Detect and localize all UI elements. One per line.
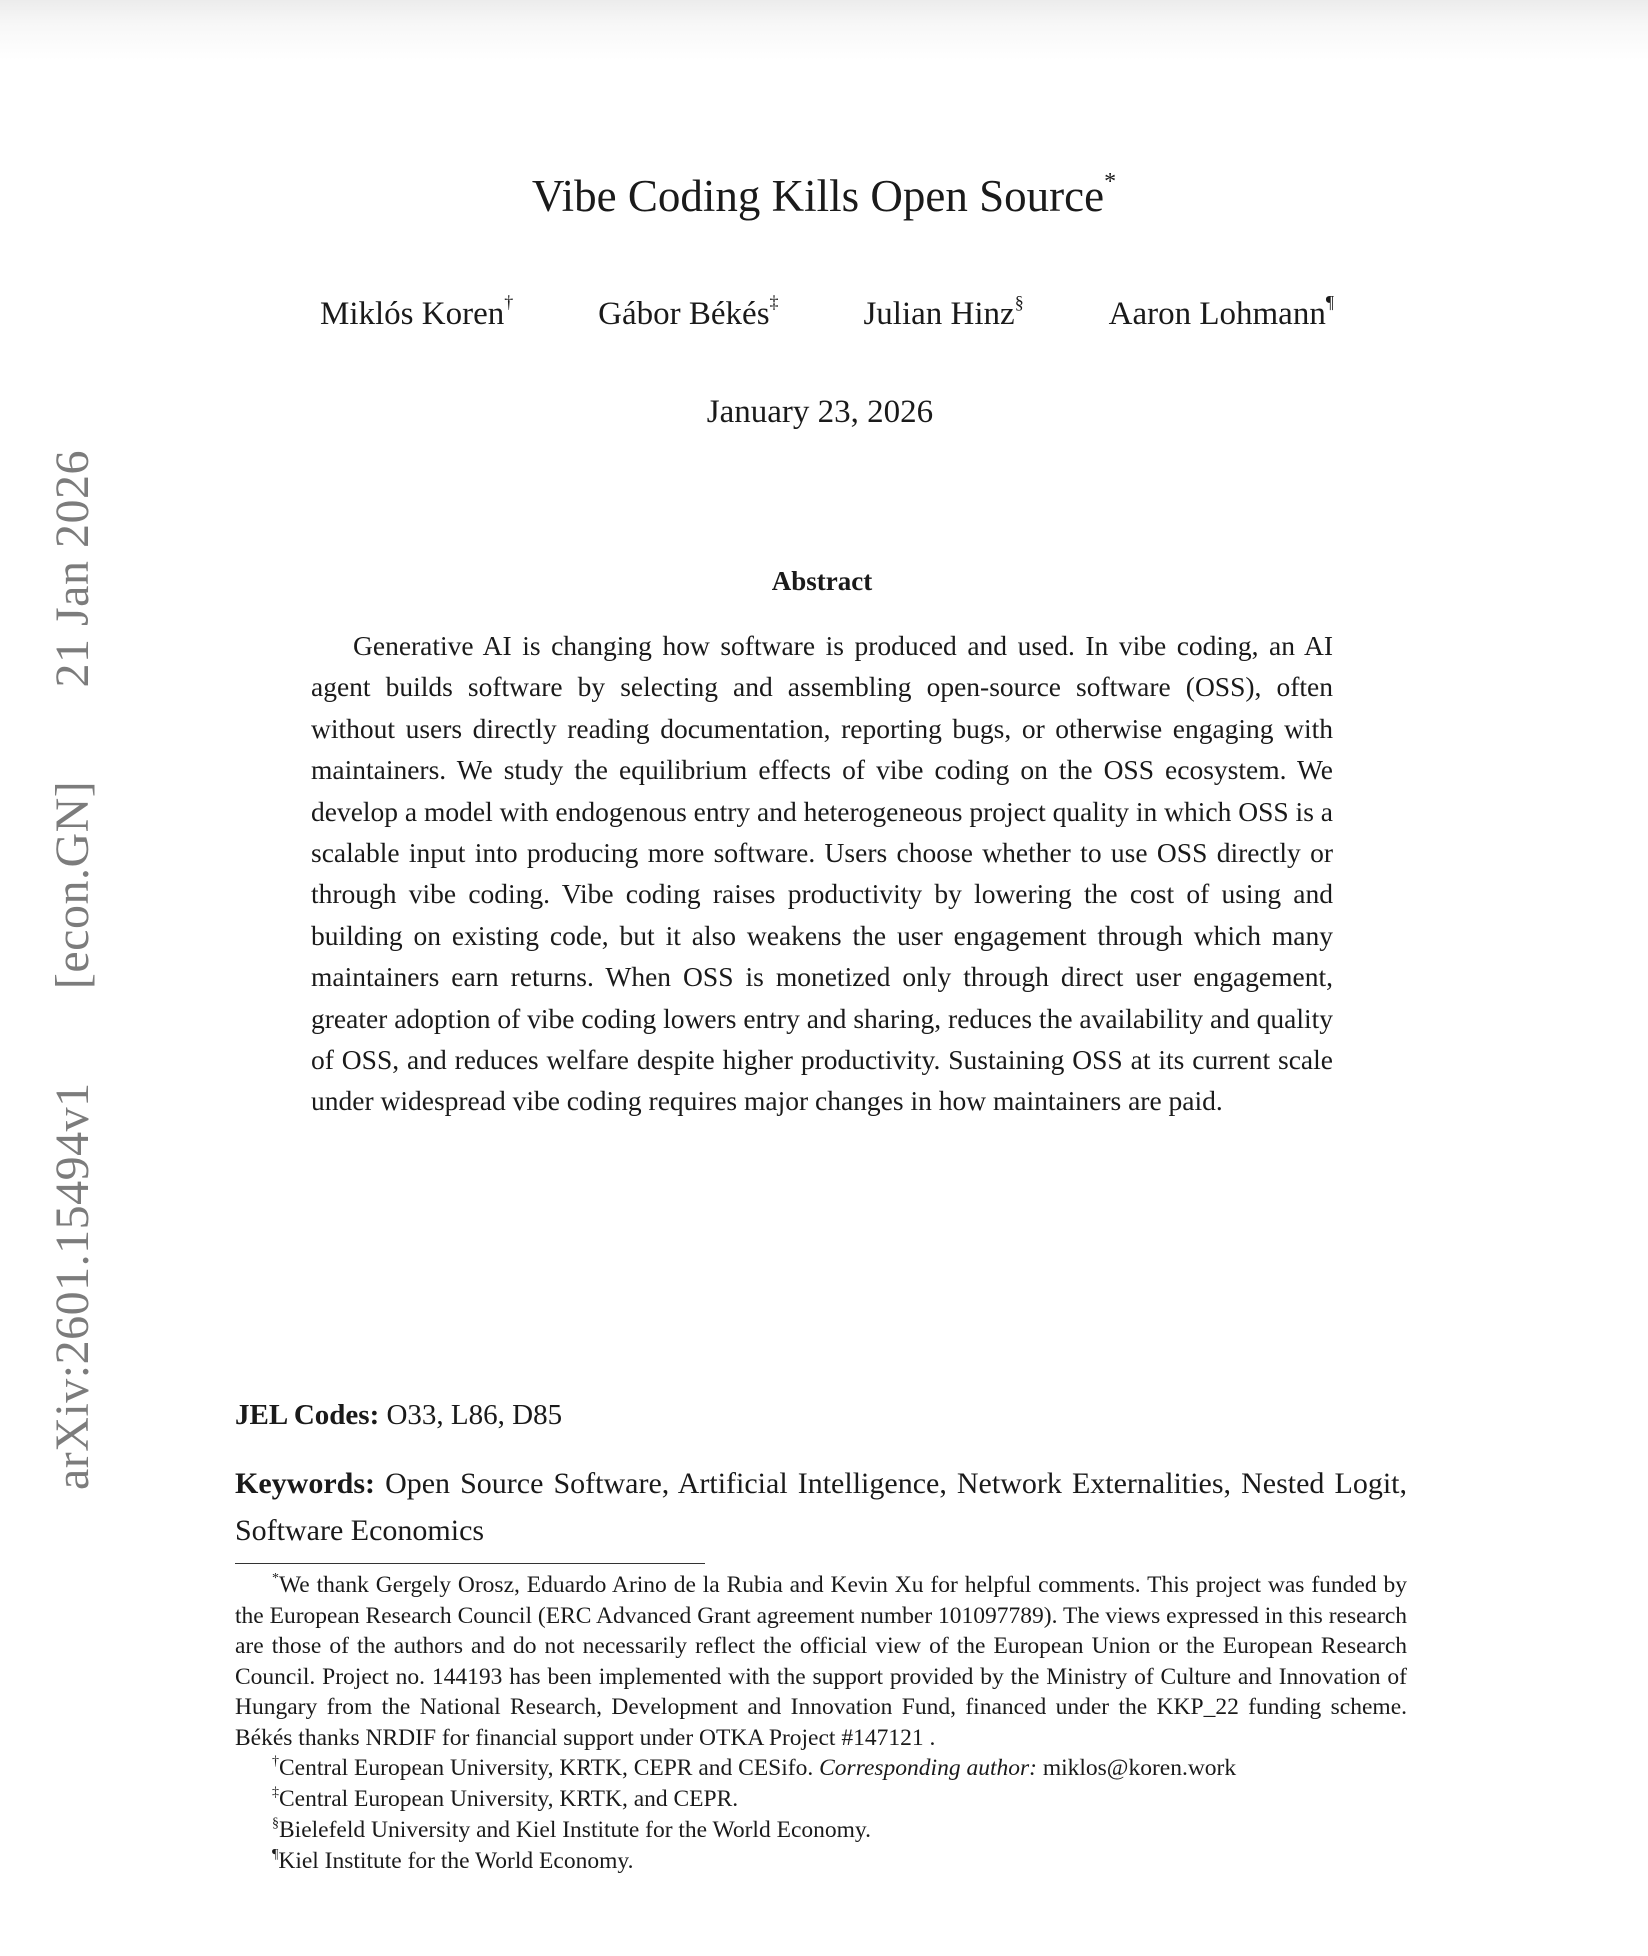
arxiv-id[interactable]: arXiv:2601.15494v1 xyxy=(46,1082,99,1490)
abstract-text: Generative AI is changing how software is produced and used. In vibe coding, an AI agent builds software by selecting and assembling open-source software (OSS), often without users directly reading documentation, reporting bugs, or otherwise engaging with maintainers. We study the equilibrium effects of vibe coding on the OSS ecosystem. We develop a model with endogenous entry and heterogeneous project quality in which OSS is a scalable input into producing more software. Users choose whether to use OSS directly or through vibe coding. Vibe coding raises productivity by lowering the cost of using and building on existing code, but it also weakens the user engagement through which many maintainers earn returns. When OSS is monetized only through direct user engagement, greater adoption of vibe coding lowers entry and sharing, reduces the availability and quality of OSS, and reduces welfare despite higher productivity. Sustaining OSS at its current scale under widespread vibe coding requires major changes in how maintainers are paid. xyxy=(311,630,1333,1117)
footnote-text: We thank Gergely Orosz, Eduardo Arino de la Rubia and Kevin Xu for helpful comments. This project was funded by the European Research Council (ERC Advanced Grant agreement number 101097789). The views expressed in this research are those of the authors and do not necessarily reflect the official view of the European Union or the European Research Council. Project no. 144193 has been implemented with the support provided by the Ministry of Culture and Innovation of Hungary from the National Research, Development and Innovation Fund, financed under the KKP_22 funding scheme. Békés thanks NRDIF for financial support under OTKA Project #147121 . xyxy=(235,1572,1407,1751)
author-mark: ¶ xyxy=(1325,292,1334,312)
abstract-heading: Abstract xyxy=(771,566,873,596)
keywords-label: Keywords: xyxy=(235,1467,375,1500)
footnote-mark: * xyxy=(272,1571,279,1586)
footnote-divider xyxy=(235,1563,705,1564)
paper-date: January 23, 2026 xyxy=(706,394,934,430)
footnote-text: Central European University, KRTK, and CEPR. xyxy=(279,1786,739,1812)
author-name: Julian Hinz xyxy=(863,296,1015,332)
author-mark: § xyxy=(1014,292,1024,312)
paper-title xyxy=(0,168,1648,224)
page-top-shadow xyxy=(0,0,1648,60)
arxiv-category: [econ.GN] xyxy=(46,780,99,990)
jel-label: JEL Codes: xyxy=(235,1399,380,1431)
author-name: Gábor Békés xyxy=(598,296,770,332)
footnote-thanks xyxy=(235,1570,1407,1753)
author-bekes xyxy=(598,292,778,336)
author-lohmann xyxy=(1109,292,1334,336)
footnote-mark: † xyxy=(272,1754,279,1769)
author-mark: ‡ xyxy=(769,292,779,312)
footnote-text: Bielefeld University and Kiel Institute for the World Economy. xyxy=(279,1817,871,1843)
keywords-value: Open Source Software, Artificial Intelligence, Network Externalities, Nested Logit, Software Economics xyxy=(235,1467,1407,1547)
corresponding-email[interactable]: miklos@koren.work xyxy=(1042,1755,1237,1781)
footnote-text: Kiel Institute for the World Economy. xyxy=(278,1848,634,1874)
footnote-hinz xyxy=(235,1815,1407,1846)
footnote-bekes xyxy=(235,1784,1407,1815)
footnote-affiliation: Central European University, KRTK, CEPR and CESifo. xyxy=(279,1755,814,1781)
footnotes xyxy=(235,1570,1407,1877)
footnote-mark: ‡ xyxy=(272,1785,279,1800)
author-koren xyxy=(320,292,513,336)
footnote-lohmann xyxy=(235,1846,1407,1877)
title-footnote-mark: * xyxy=(1104,169,1117,195)
footnote-mark: ¶ xyxy=(272,1847,279,1862)
footnote-koren xyxy=(235,1753,1407,1784)
corresponding-label: Corresponding author: xyxy=(819,1755,1037,1781)
arxiv-sidebar-stamp xyxy=(48,450,98,1490)
jel-value: O33, L86, D85 xyxy=(386,1399,563,1431)
jel-codes xyxy=(235,1395,1410,1435)
arxiv-date: 21 Jan 2026 xyxy=(46,450,99,688)
author-name: Miklós Koren xyxy=(320,296,505,332)
author-list xyxy=(320,292,1334,336)
author-hinz xyxy=(863,292,1023,336)
footnote-mark: § xyxy=(272,1816,279,1831)
keywords xyxy=(235,1460,1407,1554)
author-mark: † xyxy=(504,292,514,312)
title-text: Vibe Coding Kills Open Source xyxy=(531,171,1105,221)
author-name: Aaron Lohmann xyxy=(1108,296,1326,332)
